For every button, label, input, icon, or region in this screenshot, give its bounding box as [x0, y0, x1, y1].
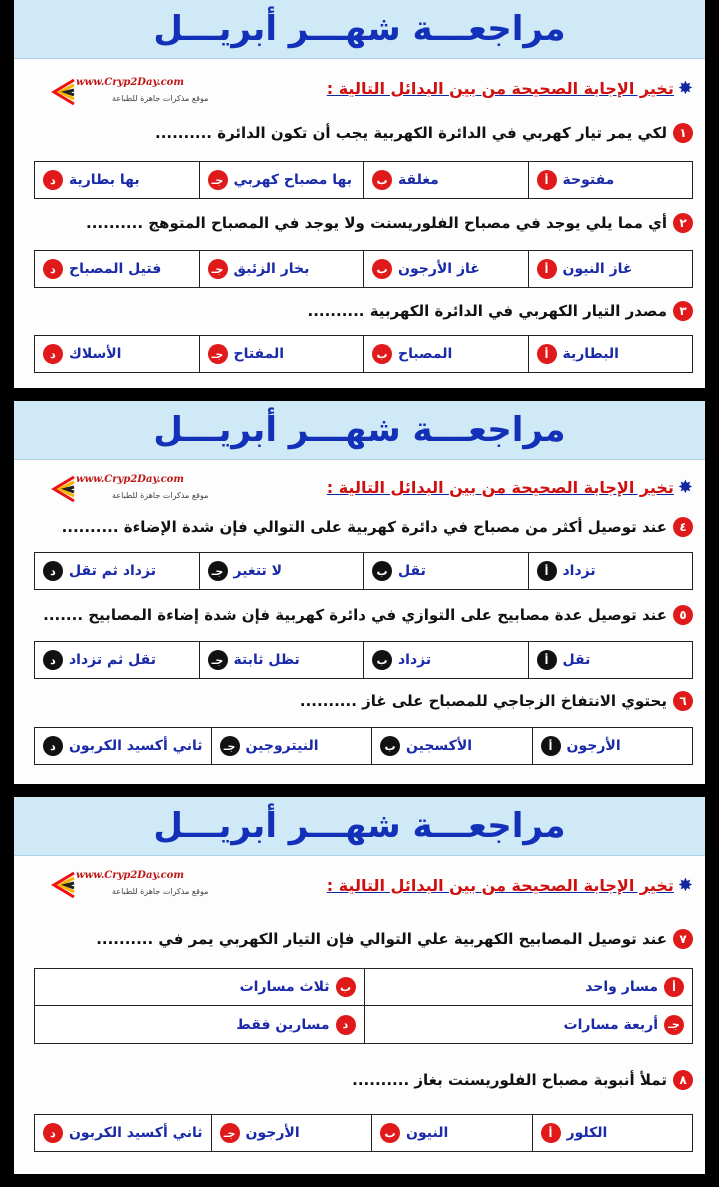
logo-tagline: موقع مذكرات جاهزة للطباعة	[112, 887, 209, 896]
option-b[interactable]	[363, 336, 528, 372]
option-letter: ب	[336, 977, 356, 997]
logo-tagline: موقع مذكرات جاهزة للطباعة	[112, 94, 209, 103]
option-b[interactable]	[35, 969, 364, 1006]
options-row-5	[34, 641, 693, 679]
option-text: الأسلاك	[69, 346, 122, 362]
option-text: تظل ثابتة	[233, 652, 300, 668]
question-4	[62, 517, 693, 537]
options-row-4	[34, 552, 693, 590]
question-number: ٨	[673, 1070, 693, 1090]
option-text: المفتاح	[233, 346, 285, 362]
question-number: ٧	[673, 929, 693, 949]
option-b[interactable]	[363, 553, 528, 589]
option-text: النيون	[406, 1125, 449, 1141]
option-text: غاز الأرجون	[398, 261, 480, 277]
option-letter: ب	[372, 170, 392, 190]
option-b[interactable]	[363, 642, 528, 678]
question-8	[352, 1070, 693, 1090]
option-letter: جـ	[664, 1015, 684, 1035]
options-row-3	[34, 335, 693, 373]
option-c[interactable]	[199, 336, 364, 372]
question-5	[43, 605, 693, 625]
option-letter: د	[43, 344, 63, 364]
instruction-text: تخير الإجابة الصحيحة من بين البدائل التالية :	[326, 478, 674, 497]
option-d[interactable]	[35, 336, 199, 372]
title-banner	[14, 401, 705, 460]
option-text: مفتوحة	[562, 172, 615, 188]
question-text: لكي يمر تيار كهربي في الدائرة الكهربية يجب أن تكون الدائرة ..........	[155, 124, 667, 142]
option-text: فتيل المصباح	[69, 261, 162, 277]
star-icon: ✸	[677, 78, 693, 99]
option-text: تزداد ثم تقل	[69, 563, 156, 579]
option-letter: ب	[372, 561, 392, 581]
instruction	[327, 78, 693, 99]
option-c[interactable]	[364, 1006, 693, 1043]
option-d[interactable]	[35, 642, 199, 678]
site-logo[interactable]	[50, 74, 209, 114]
option-letter: أ	[541, 736, 561, 756]
options-row-8	[34, 1114, 693, 1152]
option-text: تقل ثم تزداد	[69, 652, 156, 668]
question-text: عند توصيل أكثر من مصباح في دائرة كهربية على التوالي فإن شدة الإضاءة ..........	[61, 518, 667, 536]
logo-arrow-icon	[50, 78, 76, 106]
question-6	[300, 691, 693, 711]
option-text: أربعة مسارات	[563, 1016, 658, 1033]
option-a[interactable]	[528, 642, 693, 678]
question-number: ٣	[673, 301, 693, 321]
option-c[interactable]	[211, 728, 371, 764]
question-number: ١	[673, 123, 693, 143]
option-letter: أ	[537, 650, 557, 670]
site-logo[interactable]	[50, 867, 209, 907]
option-c[interactable]	[199, 162, 364, 198]
option-a[interactable]	[528, 336, 693, 372]
option-text: غاز النيون	[562, 261, 633, 277]
option-letter: أ	[537, 344, 557, 364]
option-text: البطارية	[562, 346, 619, 362]
logo-url: www.Cryp2Day.com	[76, 77, 184, 88]
option-letter: جـ	[220, 1123, 240, 1143]
question-text: عند توصيل المصابيح الكهربية علي التوالي فإن التيار الكهربي يمر في ..........	[96, 930, 667, 948]
option-text: لا تتغير	[233, 563, 283, 579]
question-number: ٥	[673, 605, 693, 625]
question-3	[308, 301, 694, 321]
logo-arrow-icon	[50, 475, 76, 503]
review-card-1	[14, 0, 705, 388]
question-1	[155, 123, 693, 143]
option-c[interactable]	[199, 642, 364, 678]
option-text: مسار واحد	[585, 979, 658, 995]
option-b[interactable]	[363, 251, 528, 287]
option-letter: جـ	[208, 259, 228, 279]
question-text: يحتوي الانتفاخ الزجاجي للمصباح على غاز ..........	[299, 692, 667, 710]
option-text: المصباح	[398, 346, 453, 362]
option-text: تقل	[398, 563, 426, 579]
question-text: تملأ أنبوبة مصباح الفلوريسنت بغاز ..........	[352, 1071, 667, 1089]
question-text: مصدر التيار الكهربي في الدائرة الكهربية ..........	[307, 302, 667, 320]
option-letter: ب	[372, 344, 392, 364]
review-card-2	[14, 401, 705, 784]
option-a[interactable]	[532, 1115, 692, 1151]
star-icon: ✸	[677, 477, 693, 498]
option-text: بها مصباح كهربي	[233, 172, 353, 188]
option-d[interactable]	[35, 728, 211, 764]
logo-arrow-icon	[50, 871, 76, 899]
option-text: ثلاث مسارات	[239, 979, 330, 995]
options-row-1	[34, 161, 693, 199]
option-text: ثاني أكسيد الكربون	[68, 1125, 203, 1141]
logo-url: www.Cryp2Day.com	[76, 474, 184, 485]
option-letter: د	[43, 561, 63, 581]
option-text: الأرجون	[245, 1125, 300, 1141]
option-letter: جـ	[208, 344, 228, 364]
options-row-6	[34, 727, 693, 765]
option-letter: د	[43, 170, 63, 190]
option-b[interactable]	[371, 728, 531, 764]
option-text: تزداد	[398, 652, 432, 668]
option-letter: د	[336, 1015, 356, 1035]
option-text: الأرجون	[566, 738, 621, 754]
question-2	[86, 213, 693, 233]
page-title: مراجعـــة شهـــر أبريـــل	[153, 9, 566, 49]
option-a[interactable]	[364, 969, 693, 1006]
option-letter: ب	[372, 259, 392, 279]
option-letter: ب	[380, 736, 400, 756]
logo-url: www.Cryp2Day.com	[76, 870, 184, 881]
question-number: ٢	[673, 213, 693, 233]
option-a[interactable]	[528, 162, 693, 198]
option-a[interactable]	[528, 553, 693, 589]
title-banner	[14, 0, 705, 59]
option-c[interactable]	[199, 553, 364, 589]
option-letter: أ	[537, 259, 557, 279]
option-text: تقل	[562, 652, 591, 668]
option-d[interactable]	[35, 251, 199, 287]
option-letter: د	[43, 736, 63, 756]
option-text: النيتروجين	[245, 738, 319, 754]
option-a[interactable]	[528, 251, 693, 287]
option-letter: جـ	[208, 650, 228, 670]
option-letter: د	[43, 650, 63, 670]
option-b[interactable]	[363, 162, 528, 198]
option-d[interactable]	[35, 1006, 364, 1043]
option-text: بخار الزئبق	[233, 261, 310, 277]
question-text: عند توصيل عدة مصابيح على التوازي في دائرة كهربية فإن شدة إضاءة المصابيح .......	[43, 606, 667, 624]
option-text: الكلور	[566, 1125, 608, 1141]
option-letter: د	[43, 259, 63, 279]
star-icon: ✸	[677, 875, 693, 896]
page-title: مراجعـــة شهـــر أبريـــل	[153, 806, 566, 846]
option-text: مغلقة	[398, 172, 439, 188]
page-title: مراجعـــة شهـــر أبريـــل	[153, 410, 566, 450]
option-letter: ب	[372, 650, 392, 670]
logo-tagline: موقع مذكرات جاهزة للطباعة	[112, 491, 209, 500]
instruction	[327, 477, 693, 498]
option-d[interactable]	[35, 553, 199, 589]
option-letter: ب	[380, 1123, 400, 1143]
option-text: ثاني أكسيد الكربون	[68, 738, 203, 754]
option-text: الأكسجين	[406, 738, 473, 754]
instruction-text: تخير الإجابة الصحيحة من بين البدائل التالية :	[326, 876, 674, 895]
option-d[interactable]	[35, 1115, 211, 1151]
option-letter: جـ	[220, 736, 240, 756]
option-letter: أ	[541, 1123, 561, 1143]
review-card-3	[14, 797, 705, 1174]
instruction	[327, 875, 693, 896]
option-letter: أ	[537, 170, 557, 190]
option-text: تزداد	[562, 563, 596, 579]
options-grid-7	[34, 968, 693, 1044]
option-letter: د	[43, 1123, 63, 1143]
option-text: مسارين فقط	[236, 1016, 330, 1033]
question-text: أي مما يلي يوجد في مصباح الفلوريسنت ولا يوجد في المصباح المتوهج ..........	[86, 214, 667, 232]
question-7	[96, 929, 693, 949]
title-banner	[14, 797, 705, 856]
option-letter: جـ	[208, 561, 228, 581]
option-a[interactable]	[532, 728, 692, 764]
site-logo[interactable]	[50, 471, 209, 511]
option-d[interactable]	[35, 162, 199, 198]
option-c[interactable]	[211, 1115, 371, 1151]
option-b[interactable]	[371, 1115, 531, 1151]
options-row-2	[34, 250, 693, 288]
instruction-text: تخير الإجابة الصحيحة من بين البدائل التالية :	[326, 79, 674, 98]
option-letter: جـ	[208, 170, 228, 190]
option-c[interactable]	[199, 251, 364, 287]
option-letter: أ	[664, 977, 684, 997]
question-number: ٦	[673, 691, 693, 711]
question-number: ٤	[673, 517, 693, 537]
option-text: بها بطارية	[69, 172, 140, 188]
option-letter: أ	[537, 561, 557, 581]
